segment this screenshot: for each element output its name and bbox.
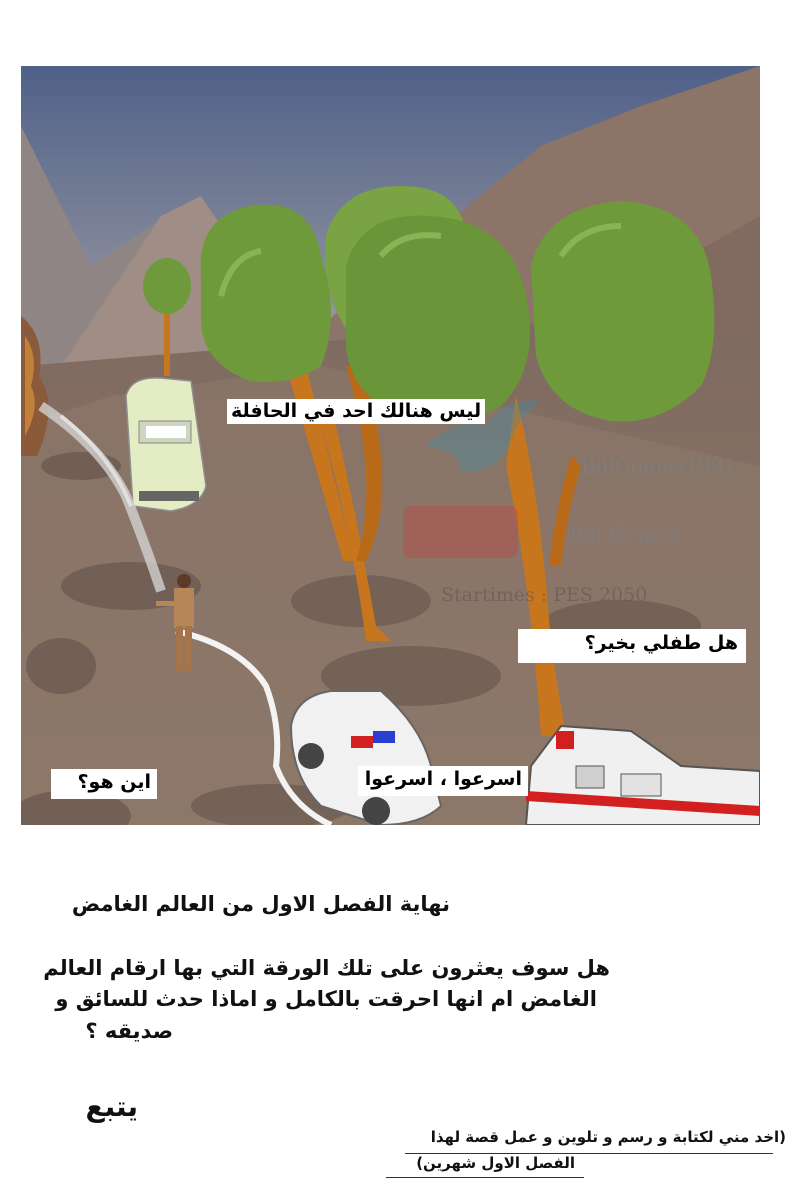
chapter-end-text: نهاية الفصل الاول من العالم الغامض — [71, 892, 450, 916]
credits-line-1: (اخد مني لكتابة و رسم و تلوين و عمل قصة لهذا — [430, 1128, 786, 1146]
question-line-1: هل سوف يعثرون على تلك الورقة التي بها ارقام العالم — [43, 956, 610, 980]
question-line-3: صديقه ؟ — [85, 1019, 173, 1043]
to-be-continued: يتبع — [85, 1090, 138, 1123]
bubble-hurry: اسرعوا ، اسرعوا — [358, 766, 528, 796]
watermark-startimes: Startimes : PES 2050 — [441, 584, 648, 606]
bubble-where: اين هو؟ — [51, 769, 157, 799]
bubble-child-ok: هل طفلي بخير؟ — [518, 629, 746, 663]
watermark-channel: BillGenius1991 — [581, 454, 737, 478]
scene-illustration — [21, 66, 760, 825]
bubble-bus-empty: ليس هنالك احد في الحافلة — [227, 399, 485, 424]
tree-small — [143, 258, 191, 314]
credits-line-2: الفصل الاول شهرين) — [416, 1154, 575, 1172]
question-line-2: الغامض ام انها احرقت بالكامل و اماذا حدث للسائق و — [55, 987, 597, 1011]
watermark-play-icon — [403, 506, 518, 558]
bus — [126, 378, 206, 511]
watermark-name: Bill Genius — [569, 522, 680, 546]
credits-underline-2 — [386, 1177, 584, 1178]
comic-panel — [21, 66, 760, 825]
